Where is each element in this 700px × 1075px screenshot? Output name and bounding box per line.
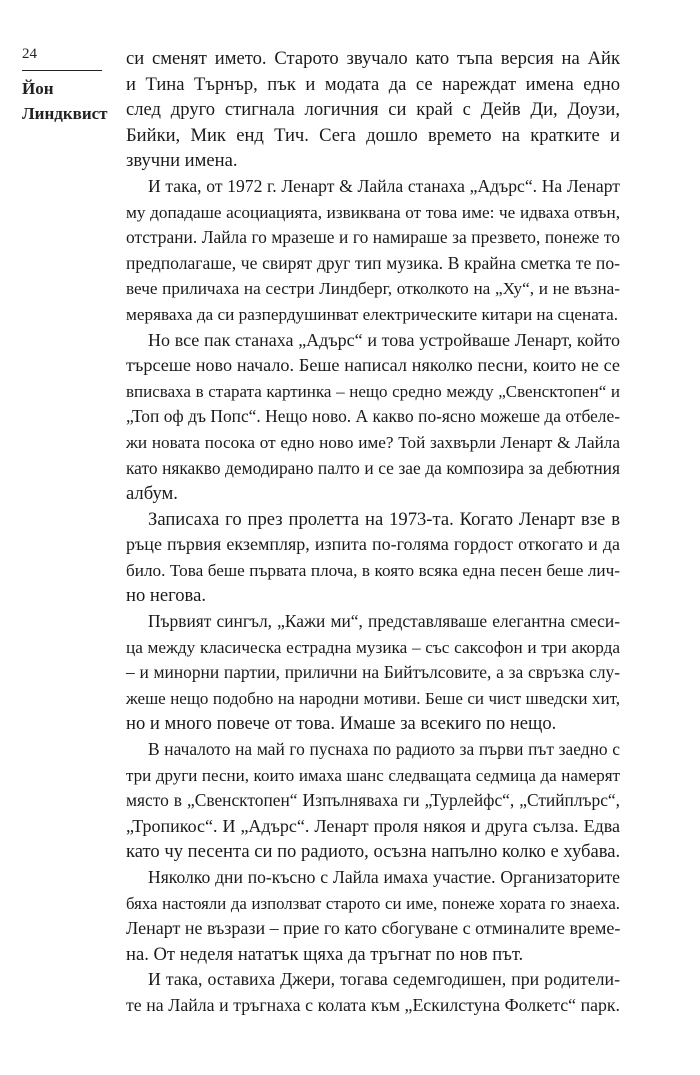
text-line: три други песни, които имаха шанс следващата седмица да намерят — [126, 765, 620, 785]
body-text — [126, 46, 620, 1019]
text-line: място в „Свенсктопен“ Изпълняваха ги „Турлейфс“, „Стийплърс“, — [126, 790, 620, 811]
text-line: предполагаше, че свирят друг тип музика. В крайна сметка те по- — [126, 252, 620, 273]
text-line: Първият сингъл, „Кажи ми“, представляваше елегантна смеси- — [148, 611, 620, 632]
text-line: И така, от 1972 г. Ленарт & Лайла станаха „Адърс“. На Ленарт — [148, 175, 620, 196]
text-line: вписваха в старата картинка – нещо средно между „Свенсктопен“ и — [126, 381, 620, 401]
text-line: търсеше ново начало. Беше написал няколко песни, които не се — [126, 355, 620, 376]
text-line: албум. — [126, 483, 178, 505]
text-line: жи новата посока от едно ново име? Той захвърли Ленарт & Лайла — [126, 432, 620, 452]
text-line: Но все пак станаха „Адърс“ и това устройваше Ленарт, който — [148, 329, 620, 350]
text-line: отстрани. Лайла го мразеше и го намираше за презвето, понеже то — [126, 227, 620, 248]
text-line: Няколко дни по-късно с Лайла имаха участие. Организаторите — [148, 867, 620, 887]
text-line: било. Това беше първата плоча, в която всяка една песен беше лич- — [126, 560, 620, 580]
text-line: „Топ оф дъ Попс“. Нещо ново. А какво по-ясно можеше да отбеле- — [126, 406, 620, 427]
text-line: на. От неделя нататък щяха да тръгнат по нов път. — [126, 943, 524, 965]
page-number: 24 — [22, 46, 37, 62]
text-line: жеше нещо подобно на народни мотиви. Беше си чист шведски хит, — [126, 688, 620, 708]
text-line: меряваха да си разпердушинват електрическите китари на сцената. — [126, 304, 619, 324]
running-head-author — [22, 76, 122, 126]
text-line: „Тропикос“. И „Адърс“. Ленарт проля някоя и друга сълза. Едва — [126, 815, 620, 836]
text-line: но негова. — [126, 585, 206, 607]
text-line: звучни имена. — [126, 150, 238, 172]
text-line: след друго стигнала логичния си край с Дейв Ди, Доузи, — [126, 99, 620, 121]
text-line: и Тина Търнър, пък и модата да се нареждат имена едно — [126, 73, 620, 95]
text-line: като някакво демодирано палто и се зае да композира за дебютния — [126, 457, 620, 478]
text-line: Бийки, Мик енд Тич. Сега дошло времето на кратките и — [126, 124, 620, 146]
text-line: си сменят името. Старото звучало като тъпа версия на Айк — [126, 48, 620, 69]
text-line: Записаха го през пролетта на 1973-та. Когато Ленарт взе в — [148, 508, 620, 530]
text-line: бяха настояли да използват старото си име, понеже хората го знаеха. — [126, 893, 620, 913]
text-line: те на Лайла и тръгнаха с колата към „Ескилстуна Фолкетс“ парк. — [126, 994, 620, 1015]
text-line: Ленарт не възрази – прие го като сбогуване с отминалите време- — [126, 918, 621, 939]
author-last-name: Линдквист — [22, 104, 108, 123]
text-line: като чу песента си по радиото, осъзна напълно колко е хубава. — [126, 841, 621, 863]
text-line: В началото на май го пуснаха по радиото за първи път заедно с — [148, 739, 620, 760]
text-line: – и минорни партии, прилични на Бийтълсовите, а за свръзка слу- — [126, 662, 620, 683]
text-line: му допадаше асоциацията, извиквана от това име: че идваха отвън, — [126, 202, 620, 222]
text-line: И така, оставиха Джери, тогава седемгодишен, при родители- — [148, 969, 620, 990]
text-line: ца между класическа естрадна музика – със саксофон и три акорда — [126, 637, 620, 657]
text-line: ръце първия екземпляр, изпита по-голяма гордост откогато и да — [126, 534, 620, 555]
text-line: но и много повече от това. Имаше за всекиго по нещо. — [126, 713, 557, 735]
author-first-name: Йон — [22, 79, 54, 98]
header-rule — [22, 70, 102, 71]
text-line: вече приличаха на сестри Линдберг, отколкото на „Ху“, и не възна- — [126, 279, 620, 299]
